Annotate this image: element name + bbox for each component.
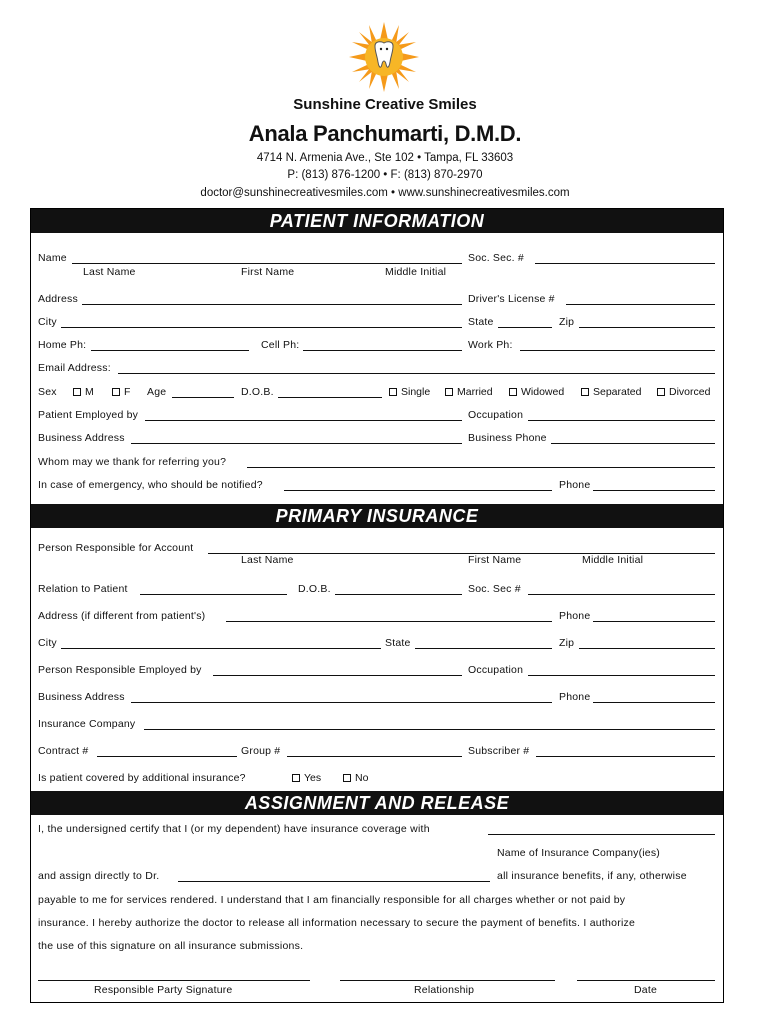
insurance-company-field[interactable] (144, 729, 715, 730)
signature-caption: Responsible Party Signature (94, 984, 233, 996)
signature-field[interactable] (38, 980, 310, 981)
ins-ssn-field[interactable] (528, 594, 715, 595)
assignment-line-1: I, the undersigned certify that I (or my dependent) have insurance coverage with (38, 823, 430, 835)
divorced-label: Divorced (669, 386, 711, 398)
address-label: Address (38, 293, 78, 305)
yes-label: Yes (304, 772, 322, 784)
cell-phone-label: Cell Ph: (261, 339, 300, 351)
patient-information-header: PATIENT INFORMATION (31, 209, 723, 233)
doctor-name: Anala Panchumarti, D.M.D. (248, 121, 522, 146)
dob-label: D.O.B. (241, 386, 274, 398)
emergency-label: In case of emergency, who should be notified? (38, 479, 263, 491)
zip-field[interactable] (579, 327, 715, 328)
relationship-caption: Relationship (414, 984, 475, 996)
age-label: Age (147, 386, 167, 398)
ins-business-address-field[interactable] (131, 702, 552, 703)
address-field[interactable] (82, 304, 462, 305)
dob-field[interactable] (278, 397, 382, 398)
business-phone-field[interactable] (551, 443, 715, 444)
emergency-phone-field[interactable] (593, 490, 715, 491)
contract-label: Contract # (38, 745, 89, 757)
home-phone-field[interactable] (91, 350, 249, 351)
subscriber-field[interactable] (536, 756, 715, 757)
ins-first-name-caption: First Name (468, 554, 522, 566)
married-box (445, 388, 453, 396)
assignment-line-5: the use of this signature on all insurance submissions. (38, 940, 304, 952)
primary-insurance-header: PRIMARY INSURANCE (31, 504, 723, 528)
ins-phone-label: Phone (559, 610, 591, 622)
ins-occupation-field[interactable] (528, 675, 715, 676)
no-label: No (355, 772, 369, 784)
relationship-field[interactable] (340, 980, 555, 981)
widowed-checkbox[interactable] (509, 386, 564, 398)
drivers-license-field[interactable] (566, 304, 715, 305)
ins-business-phone-label: Phone (559, 691, 591, 703)
city-field[interactable] (61, 327, 462, 328)
name-field[interactable] (72, 263, 462, 264)
group-field[interactable] (287, 756, 462, 757)
relation-label: Relation to Patient (38, 583, 128, 595)
married-checkbox[interactable] (445, 386, 493, 398)
middle-initial-caption: Middle Initial (385, 266, 447, 278)
ins-employed-by-field[interactable] (213, 675, 462, 676)
ins-phone-field[interactable] (593, 621, 715, 622)
sex-male-checkbox[interactable] (73, 386, 94, 398)
ins-zip-label: Zip (559, 637, 575, 649)
insurance-companies-field[interactable] (488, 834, 715, 835)
ins-middle-initial-caption: Middle Initial (582, 554, 644, 566)
emergency-phone-label: Phone (559, 479, 591, 491)
cell-phone-field[interactable] (303, 350, 462, 351)
practice-phone-fax: P: (813) 876-1200 • F: (813) 870-2970 (287, 169, 483, 181)
additional-insurance-label: Is patient covered by additional insurance? (38, 772, 246, 784)
business-phone-label: Business Phone (468, 432, 547, 444)
ins-business-phone-field[interactable] (593, 702, 715, 703)
sex-female-checkbox[interactable] (112, 386, 130, 398)
subscriber-label: Subscriber # (468, 745, 530, 757)
relation-field[interactable] (140, 594, 287, 595)
separated-box (581, 388, 589, 396)
insurance-companies-caption: Name of Insurance Company(ies) (497, 847, 660, 859)
patient-form (30, 208, 724, 1003)
ins-employed-by-label: Person Responsible Employed by (38, 664, 202, 676)
ins-business-address-label: Business Address (38, 691, 125, 703)
employed-by-label: Patient Employed by (38, 409, 139, 421)
ins-last-name-caption: Last Name (241, 554, 294, 566)
zip-label: Zip (559, 316, 575, 328)
business-address-label: Business Address (38, 432, 125, 444)
contract-field[interactable] (97, 756, 237, 757)
female-label: F (124, 386, 131, 398)
practice-name: Sunshine Creative Smiles (293, 96, 477, 113)
last-name-caption: Last Name (83, 266, 136, 278)
group-label: Group # (241, 745, 281, 757)
drivers-license-label: Driver's License # (468, 293, 555, 305)
referral-label: Whom may we thank for referring you? (38, 456, 227, 468)
ins-city-label: City (38, 637, 57, 649)
assignment-release-header: ASSIGNMENT AND RELEASE (31, 791, 723, 815)
emergency-field[interactable] (284, 490, 552, 491)
widowed-label: Widowed (521, 386, 565, 398)
age-field[interactable] (172, 397, 234, 398)
work-phone-field[interactable] (520, 350, 715, 351)
ins-zip-field[interactable] (579, 648, 715, 649)
sex-label: Sex (38, 386, 57, 398)
divorced-checkbox[interactable] (657, 386, 710, 398)
email-field[interactable] (118, 373, 715, 374)
ins-dob-field[interactable] (335, 594, 462, 595)
assignment-line-4: insurance. I hereby authorize the doctor to release all information necessary to secure the payment of benefits. I authorize (38, 917, 636, 929)
additional-yes-checkbox[interactable] (292, 772, 321, 784)
single-box (389, 388, 397, 396)
assignment-line-2b: all insurance benefits, if any, otherwise (497, 870, 687, 882)
ins-state-label: State (385, 637, 411, 649)
state-field[interactable] (498, 327, 552, 328)
ssn-field[interactable] (535, 263, 715, 264)
ins-address-field[interactable] (226, 621, 552, 622)
widowed-box (509, 388, 517, 396)
additional-no-checkbox[interactable] (343, 772, 368, 784)
work-phone-label: Work Ph: (468, 339, 513, 351)
no-box (343, 774, 351, 782)
email-label: Email Address: (38, 362, 111, 374)
single-label: Single (401, 386, 431, 398)
separated-checkbox[interactable] (581, 386, 641, 398)
business-address-field[interactable] (131, 443, 462, 444)
doctor-name-field[interactable] (178, 881, 490, 882)
insurance-company-label: Insurance Company (38, 718, 136, 730)
occupation-label: Occupation (468, 409, 524, 421)
separated-label: Separated (593, 386, 642, 398)
ins-city-field[interactable] (61, 648, 381, 649)
occupation-field[interactable] (528, 420, 715, 421)
tooth-sun-icon (349, 22, 419, 92)
assignment-line-2a: and assign directly to Dr. (38, 870, 160, 882)
date-caption: Date (634, 984, 657, 996)
divorced-box (657, 388, 665, 396)
name-label: Name (38, 252, 67, 264)
city-label: City (38, 316, 57, 328)
home-phone-label: Home Ph: (38, 339, 87, 351)
female-box (112, 388, 120, 396)
state-label: State (468, 316, 494, 328)
practice-address: 4714 N. Armenia Ave., Ste 102 • Tampa, FL 33603 (256, 152, 514, 164)
date-field[interactable] (577, 980, 715, 981)
yes-box (292, 774, 300, 782)
responsible-label: Person Responsible for Account (38, 542, 194, 554)
male-box (73, 388, 81, 396)
single-checkbox[interactable] (389, 386, 430, 398)
married-label: Married (457, 386, 493, 398)
male-label: M (85, 386, 94, 398)
ins-dob-label: D.O.B. (298, 583, 331, 595)
ins-occupation-label: Occupation (468, 664, 524, 676)
first-name-caption: First Name (241, 266, 295, 278)
ins-address-label: Address (if different from patient's) (38, 610, 206, 622)
ins-ssn-label: Soc. Sec # (468, 583, 521, 595)
practice-contact: doctor@sunshinecreativesmiles.com • www.sunshinecreativesmiles.com (200, 187, 570, 199)
ssn-label: Soc. Sec. # (468, 252, 524, 264)
ins-state-field[interactable] (415, 648, 552, 649)
employed-by-field[interactable] (145, 420, 462, 421)
assignment-line-3: payable to me for services rendered. I understand that I am financially responsible for all charges whether or not paid by (38, 894, 626, 906)
referral-field[interactable] (247, 467, 715, 468)
